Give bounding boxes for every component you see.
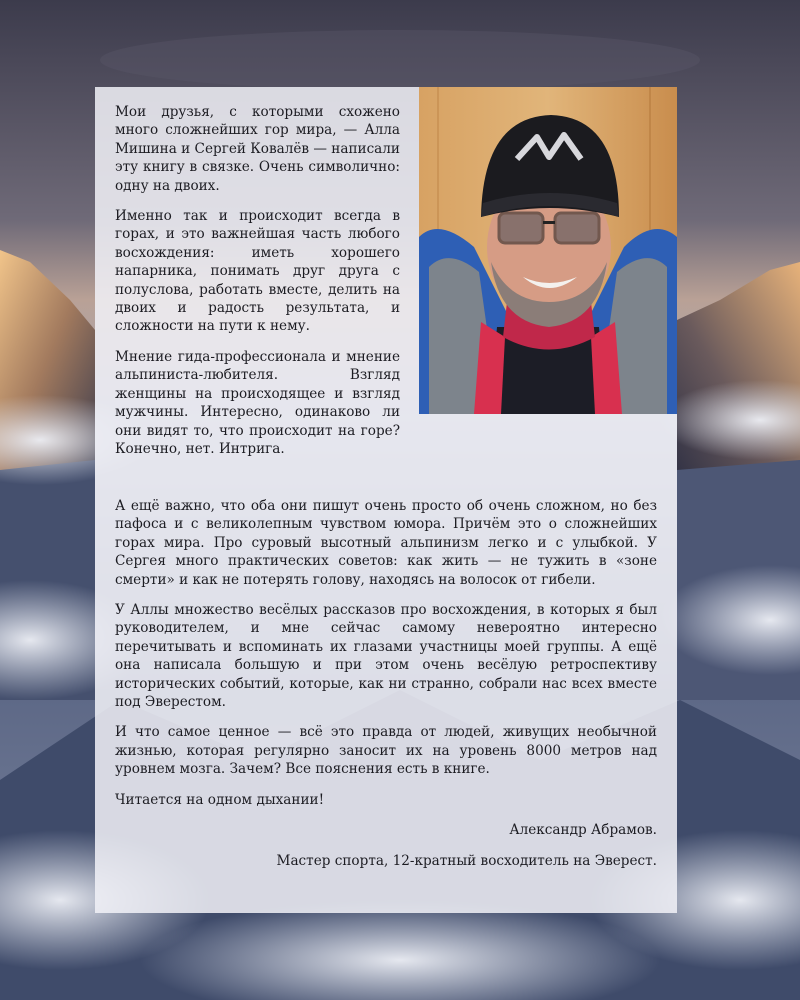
paragraph: Мнение гида-профессионала и мнение альпиниста-любителя. Взгляд женщины на происходящее и взгляд мужчины. Интересно, одинаково ли они видят то, что происходит на горе? Конечно, нет. Интрига. — [115, 348, 400, 457]
signature-name: Александр Абрамов. — [509, 822, 657, 839]
paragraph: Читается на одном дыхании! — [115, 791, 325, 808]
main-text — [115, 497, 657, 882]
paragraph: У Аллы множество весёлых рассказов про восхождения, в которых я был руководителем, и мне сейчас самому невероятно интересно перечитывать и вспоминать их глазами участницы моей группы. А ещё она написала большую и при этом очень весёлую ретроспективу исторических событий, которые, как ни странно, собрали нас всех вместе под Эверестом. — [115, 602, 657, 711]
paragraph: А ещё важно, что оба они пишут очень просто об очень сложном, но без пафоса и с великолепным чувством юмора. Причём это о сложнейших горах мира. Про суровый высотный альпинизм легко и с улыбкой. У Сергея много практических советов: как жить — не тужить в «зоне смерти» и как не потерять голову, находясь на волосок от гибели. — [115, 498, 657, 588]
text-card — [95, 87, 677, 913]
portrait-photo — [419, 87, 677, 414]
signature-title: Мастер спорта, 12-кратный восходитель на Эверест. — [276, 852, 657, 869]
paragraph: И что самое ценное — всё это правда от людей, живущих необычной жизнью, которая регулярно заносит их на уровень 8000 метров над уровнем мозга. Зачем? Все пояснения есть в книге. — [115, 724, 657, 778]
paragraph: Именно так и происходит всегда в горах, и это важнейшая часть любого восхождения: иметь хорошего напарника, понимать друг друга с полуслова, работать вместе, делить на двоих и радость результата, и сложности на пути к нему. — [115, 208, 400, 335]
intro-column — [115, 103, 400, 470]
paragraph: Мои друзья, с которыми схожено много сложнейших гор мира, — Алла Мишина и Сергей Ковалёв — написали эту книгу в связке. Очень символично: одну на двоих. — [115, 104, 400, 194]
